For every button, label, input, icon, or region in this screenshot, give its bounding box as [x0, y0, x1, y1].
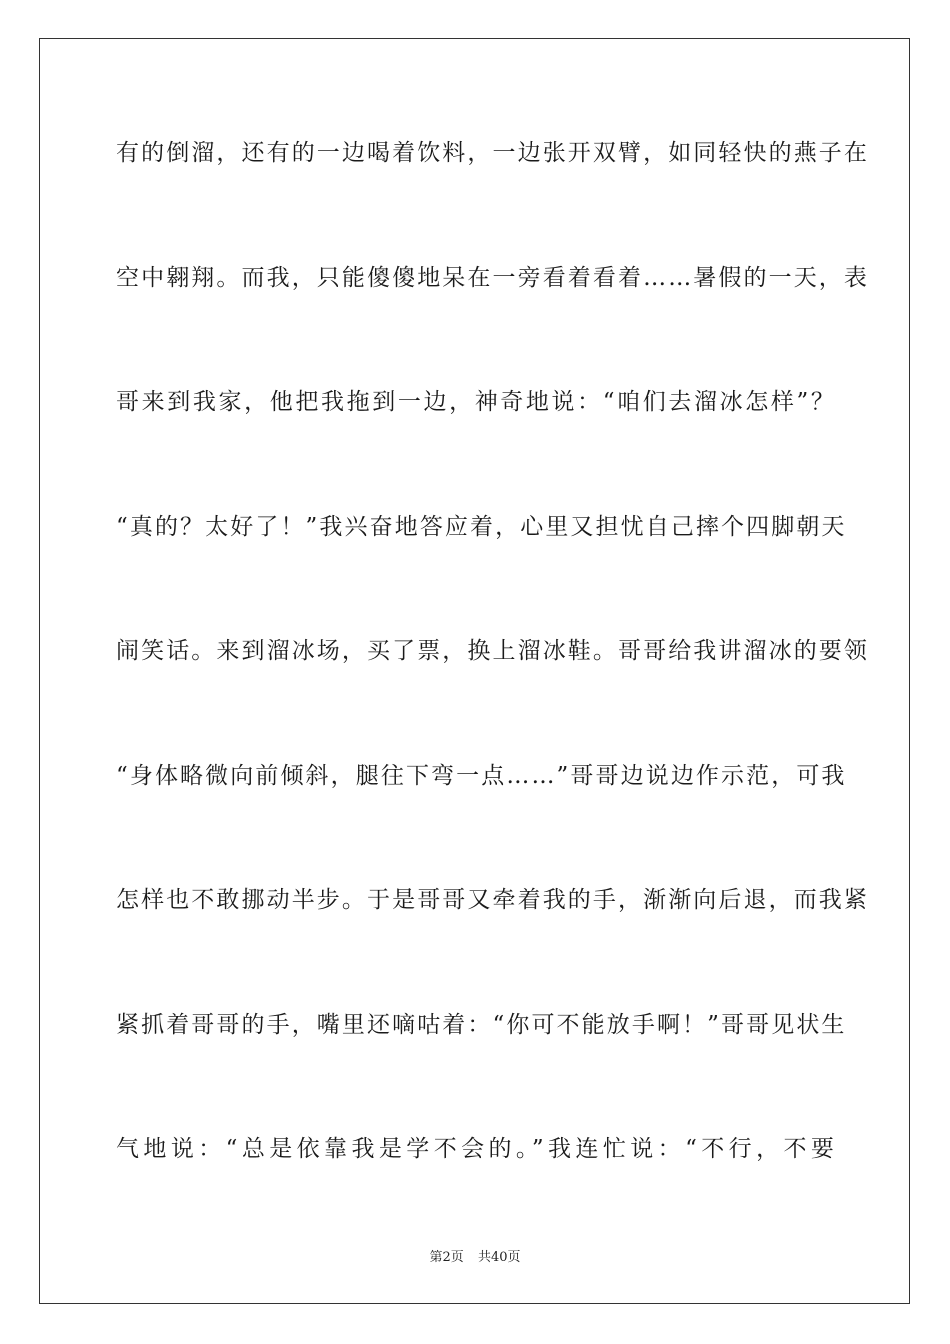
- text-line: 气地说：“总是依靠我是学不会的。”我连忙说：“不行，不要: [116, 1136, 836, 1162]
- text-line: 有的倒溜，还有的一边喝着饮料，一边张开双臂，如同轻快的燕子在: [116, 140, 869, 166]
- text-line: “身体略微向前倾斜，腿往下弯一点……”哥哥边说边作示范，可我: [116, 762, 847, 789]
- body-text: [116, 133, 869, 1254]
- page-footer: [0, 1246, 950, 1265]
- text-line: 紧抓着哥哥的手，嘴里还嘀咕着：“你可不能放手啊！”哥哥见状生: [116, 1011, 847, 1038]
- text-line: 哥来到我家，他把我拖到一边，神奇地说：“咱们去溜冰怎样”？: [116, 389, 836, 415]
- text-line: 怎样也不敢挪动半步。于是哥哥又牵着我的手，渐渐向后退，而我紧: [116, 887, 869, 913]
- text-line: 空中翱翔。而我，只能傻傻地呆在一旁看着看着……暑假的一天，表: [116, 264, 869, 291]
- total-pages: 共40页: [477, 1250, 521, 1265]
- text-line: 闹笑话。来到溜冰场，买了票，换上溜冰鞋。哥哥给我讲溜冰的要领: [116, 638, 869, 664]
- page-number: 第2页: [429, 1250, 464, 1265]
- text-line: “真的？太好了！”我兴奋地答应着，心里又担忧自己摔个四脚朝天: [116, 513, 847, 540]
